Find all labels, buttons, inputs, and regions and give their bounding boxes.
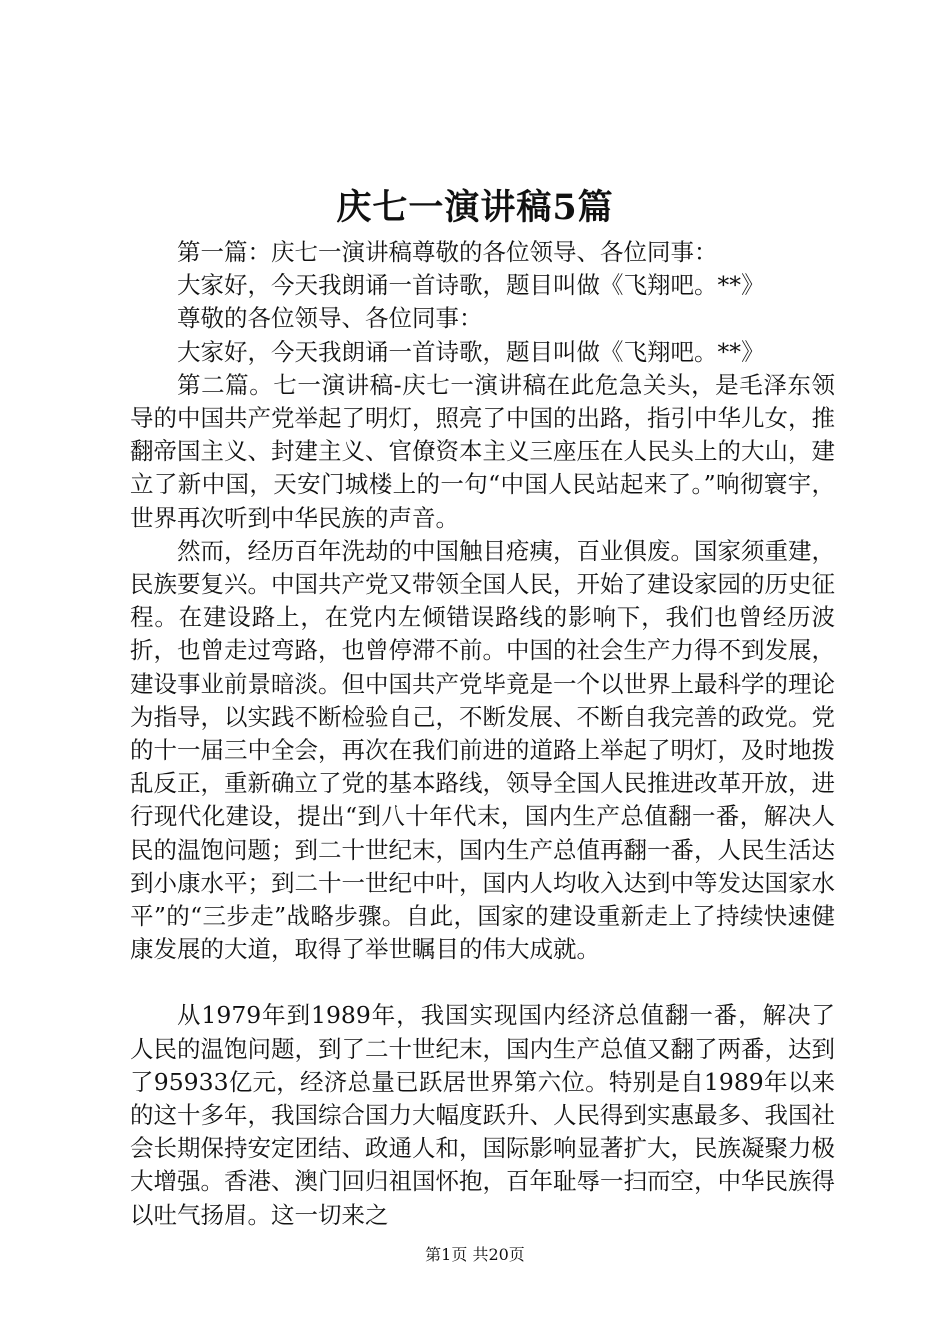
paragraph-3: 尊敬的各位领导、各位同事： bbox=[177, 304, 483, 333]
paragraph-6: 然而，经历百年洗劫的中国触目疮痍，百业俱废。国家须重建，民族要复兴。中国共产党又带领全国人民，开始了建设家园的历史征程。在建设路上，在党内左倾错误路线的影响下，我们也曾经历波折，也曾走过弯路，也曾停滞不前。中国的社会生产力得不到发展，建设事业前景暗淡。但中国共产党毕竟是一个以世界上最科学的理论为指导，以实践不断检验自己，不断发展、不断自我完善的政党。党的十一届三中全会，再次在我们前进的道路上举起了明灯，及时地拨乱反正，重新确立了党的基本路线，领导全国人民推进改革开放，进行现代化建设，提出“到八十年代末，国内生产总值翻一番，解决人民的温饱问题；到二十世纪末，国内生产总值再翻一番，人民生活达到小康水平；到二十一世纪中叶，国内人均收入达到中等发达国家水平”的“三步走”战略步骤。自此，国家的建设重新走上了持续快速健康发展的大道，取得了举世瞩目的伟大成就。 bbox=[130, 536, 835, 964]
page-footer: 第1页 共20页 bbox=[425, 1245, 525, 1264]
paragraph-2: 大家好，今天我朗诵一首诗歌，题目叫做《飞翔吧。**》 bbox=[177, 271, 765, 300]
document-title: 庆七一演讲稿5篇 bbox=[336, 187, 614, 228]
document-body bbox=[130, 236, 835, 1232]
paragraph-5: 第二篇。七一演讲稿-庆七一演讲稿在此危急关头，是毛泽东领导的中国共产党举起了明灯，照亮了中国的出路，指引中华儿女，推翻帝国主义、封建主义、官僚资本主义三座压在人民头上的大山，建立了新中国，天安门城楼上的一句“中国人民站起来了。”响彻寰宇，世界再次听到中华民族的声音。 bbox=[130, 370, 835, 532]
paragraph-7: 从1979年到1989年，我国实现国内经济总值翻一番，解决了人民的温饱问题，到了二十世纪末，国内生产总值又翻了两番，达到了95933亿元，经济总量已跃居世界第六位。特别是自1989年以来的这十多年，我国综合国力大幅度跃升、人民得到实惠最多、我国社会长期保持安定团结、政通人和，国际影响显著扩大，民族凝聚力极大增强。香港、澳门回归祖国怀抱，百年耻辱一扫而空，中华民族得以吐气扬眉。这一切来之 bbox=[130, 1001, 835, 1229]
paragraph-4: 大家好，今天我朗诵一首诗歌，题目叫做《飞翔吧。**》 bbox=[177, 337, 765, 366]
paragraph-1: 第一篇：庆七一演讲稿尊敬的各位领导、各位同事： bbox=[177, 238, 718, 266]
